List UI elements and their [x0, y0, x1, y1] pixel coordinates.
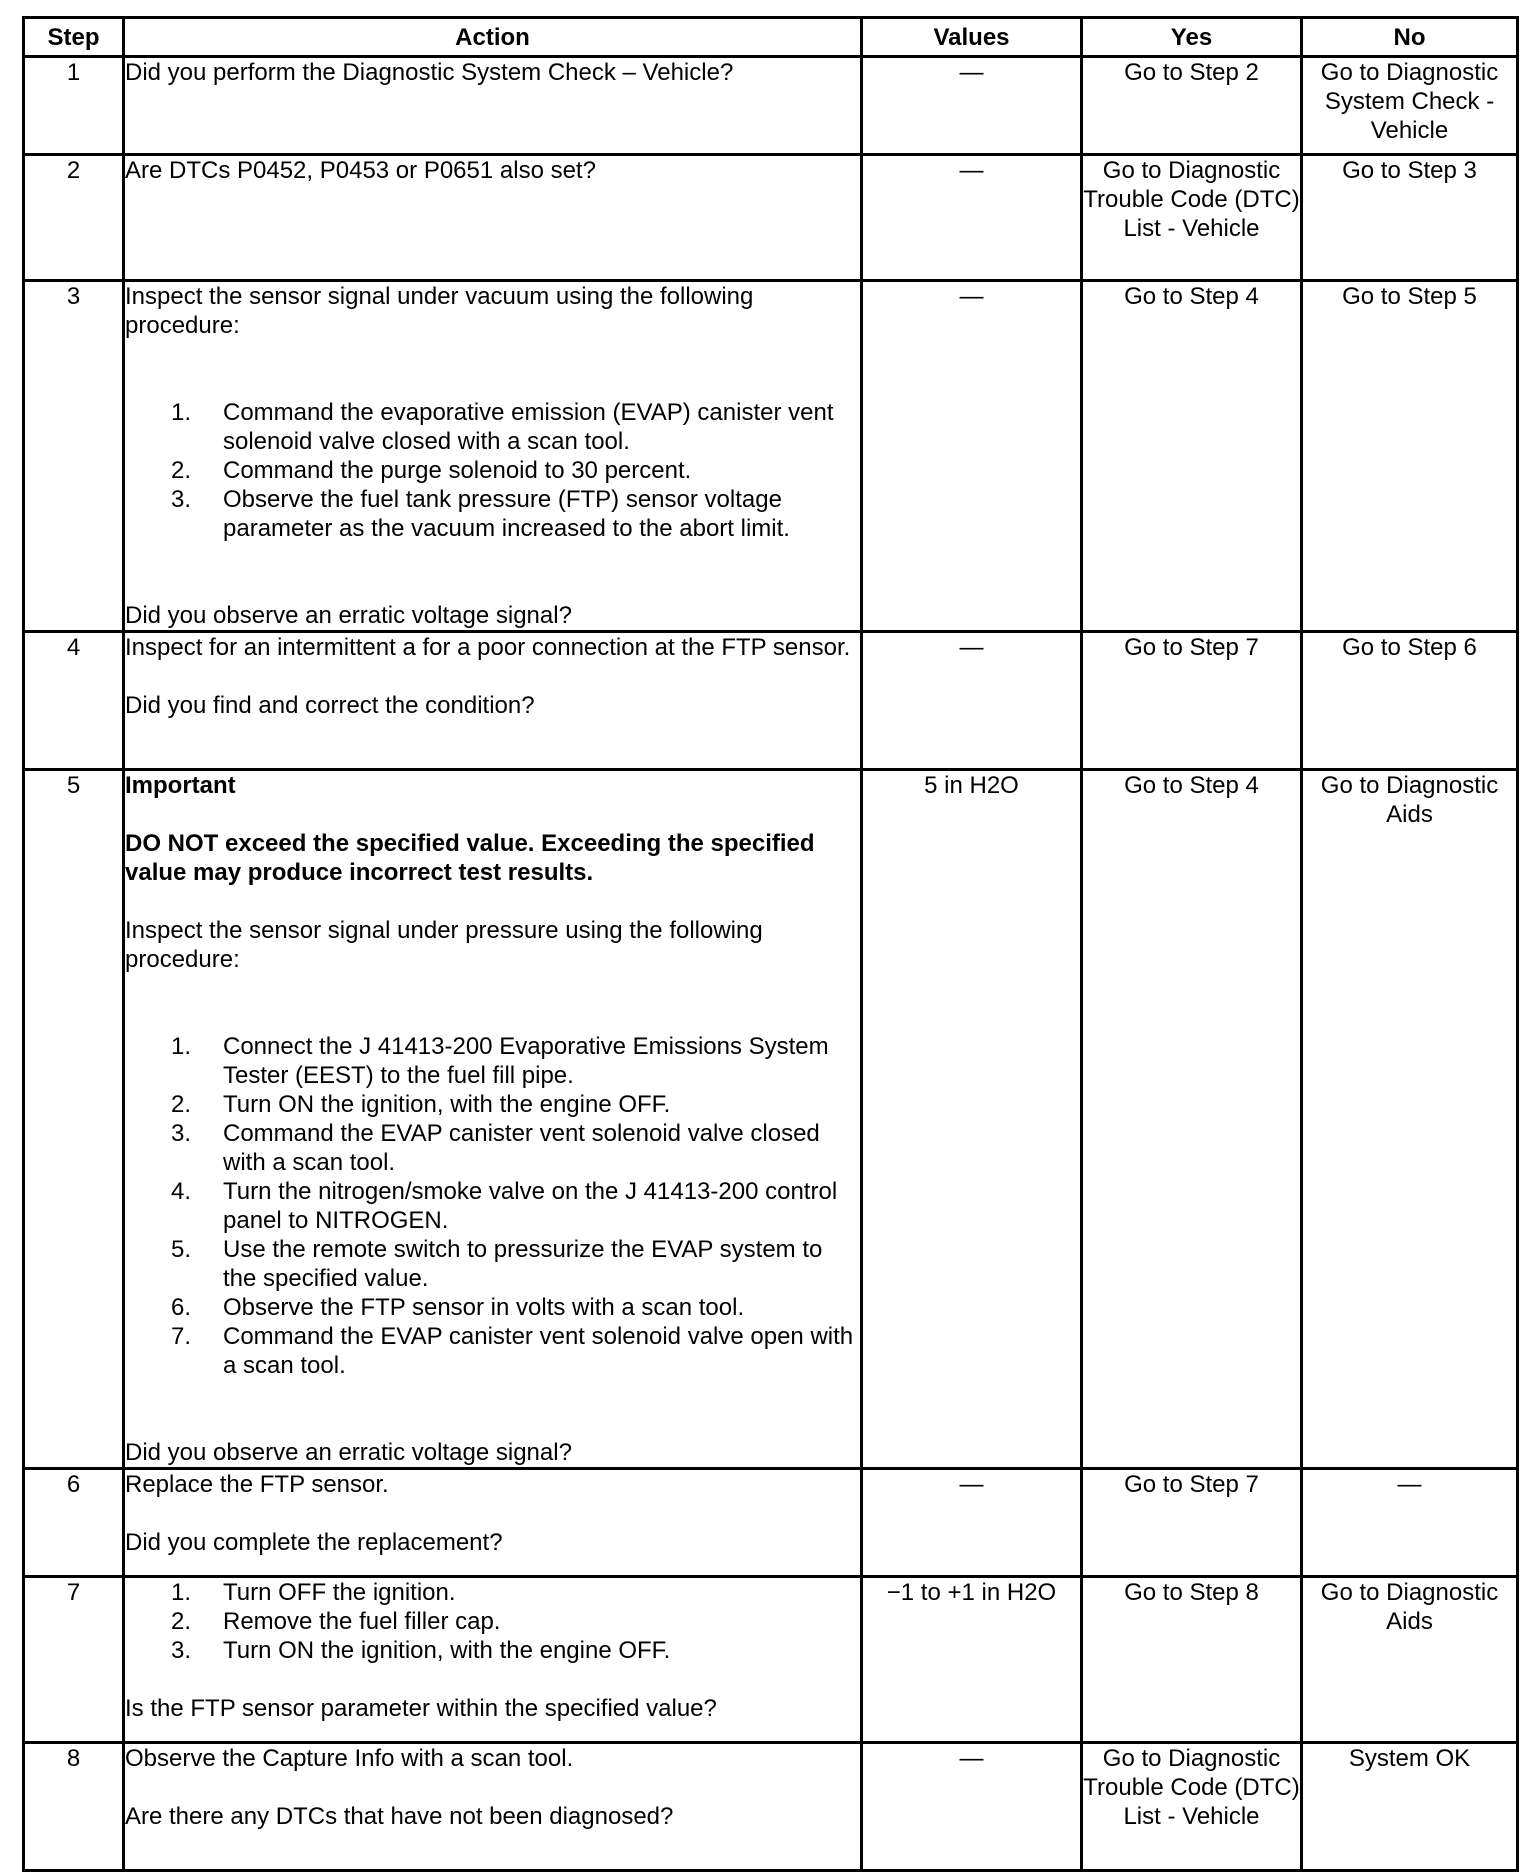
procedure-list [125, 1578, 860, 1665]
table-header-row [24, 18, 1518, 57]
action-question: Did you observe an erratic voltage signal? [125, 1439, 572, 1466]
action-cell [124, 632, 862, 770]
header-yes: Yes [1082, 18, 1302, 57]
action-question: Are DTCs P0452, P0453 or P0651 also set? [125, 157, 596, 184]
table-row [24, 281, 1518, 632]
procedure-item: 1. Command the evaporative emission (EVAP) canister vent solenoid valve closed with a scan tool. [171, 399, 834, 455]
diagnostic-table [22, 16, 1519, 1872]
header-step: Step [24, 18, 124, 57]
action-intro: Inspect the sensor signal under pressure using the following procedure: [125, 917, 763, 973]
procedure-item: 6. Observe the FTP sensor in volts with a scan tool. [171, 1294, 745, 1321]
action-question: Did you find and correct the condition? [125, 692, 535, 719]
action-question: Did you perform the Diagnostic System Check – Vehicle? [125, 59, 734, 86]
step-number: 5 [24, 770, 124, 1469]
values-cell: 5 in H2O [862, 770, 1082, 1469]
procedure-item: 4. Turn the nitrogen/smoke valve on the J 41413-200 control panel to NITROGEN. [171, 1178, 838, 1234]
yes-cell: Go to Diagnostic Trouble Code (DTC) List - Vehicle [1082, 155, 1302, 281]
step-number: 4 [24, 632, 124, 770]
values-cell: — [862, 1743, 1082, 1871]
yes-cell: Go to Diagnostic Trouble Code (DTC) List - Vehicle [1082, 1743, 1302, 1871]
action-question: Did you complete the replacement? [125, 1529, 503, 1556]
action-intro: Inspect for an intermittent a for a poor connection at the FTP sensor. [125, 634, 851, 661]
procedure-item: 1. Turn OFF the ignition. [171, 1579, 456, 1606]
diagnostic-table-container [22, 16, 1516, 1872]
table-row [24, 1577, 1518, 1743]
header-action: Action [124, 18, 862, 57]
values-cell: — [862, 57, 1082, 155]
action-intro: Replace the FTP sensor. [125, 1471, 389, 1498]
values-cell: — [862, 155, 1082, 281]
no-cell: Go to Step 5 [1302, 281, 1518, 632]
action-question: Are there any DTCs that have not been diagnosed? [125, 1803, 674, 1830]
action-question: Is the FTP sensor parameter within the specified value? [125, 1695, 717, 1722]
yes-cell: Go to Step 7 [1082, 632, 1302, 770]
step-number: 3 [24, 281, 124, 632]
no-cell: — [1302, 1469, 1518, 1577]
no-cell: System OK [1302, 1743, 1518, 1871]
yes-cell: Go to Step 2 [1082, 57, 1302, 155]
action-cell [124, 155, 862, 281]
important-text: DO NOT exceed the specified value. Exceeding the specified value may produce incorrect test results. [125, 830, 815, 886]
procedure-item: 3. Observe the fuel tank pressure (FTP) sensor voltage parameter as the vacuum increased to the abort limit. [171, 486, 790, 542]
procedure-item: 1. Connect the J 41413-200 Evaporative Emissions System Tester (EEST) to the fuel fill pipe. [171, 1033, 829, 1089]
yes-cell: Go to Step 4 [1082, 281, 1302, 632]
step-number: 2 [24, 155, 124, 281]
step-number: 7 [24, 1577, 124, 1743]
yes-cell: Go to Step 8 [1082, 1577, 1302, 1743]
procedure-item: 3. Turn ON the ignition, with the engine OFF. [171, 1637, 671, 1664]
values-cell: −1 to +1 in H2O [862, 1577, 1082, 1743]
table-row [24, 1469, 1518, 1577]
action-cell [124, 1577, 862, 1743]
action-cell [124, 281, 862, 632]
procedure-item: 2. Turn ON the ignition, with the engine OFF. [171, 1091, 671, 1118]
header-no: No [1302, 18, 1518, 57]
procedure-item: 5. Use the remote switch to pressurize the EVAP system to the specified value. [171, 1236, 823, 1292]
action-intro: Observe the Capture Info with a scan tool. [125, 1745, 574, 1772]
yes-cell: Go to Step 4 [1082, 770, 1302, 1469]
values-cell: — [862, 1469, 1082, 1577]
values-cell: — [862, 632, 1082, 770]
step-number: 1 [24, 57, 124, 155]
table-row [24, 155, 1518, 281]
procedure-list [125, 398, 860, 543]
step-number: 8 [24, 1743, 124, 1871]
header-values: Values [862, 18, 1082, 57]
table-row [24, 632, 1518, 770]
procedure-item: 3. Command the EVAP canister vent solenoid valve closed with a scan tool. [171, 1120, 820, 1176]
yes-cell: Go to Step 7 [1082, 1469, 1302, 1577]
action-cell [124, 770, 862, 1469]
no-cell: Go to Diagnostic System Check - Vehicle [1302, 57, 1518, 155]
no-cell: Go to Step 3 [1302, 155, 1518, 281]
table-row [24, 57, 1518, 155]
no-cell: Go to Step 6 [1302, 632, 1518, 770]
no-cell: Go to Diagnostic Aids [1302, 770, 1518, 1469]
action-cell [124, 1743, 862, 1871]
step-number: 6 [24, 1469, 124, 1577]
procedure-item: 2. Command the purge solenoid to 30 percent. [171, 457, 692, 484]
action-intro: Inspect the sensor signal under vacuum using the following procedure: [125, 283, 754, 339]
table-row [24, 1743, 1518, 1871]
action-cell [124, 1469, 862, 1577]
procedure-item: 7. Command the EVAP canister vent solenoid valve open with a scan tool. [171, 1323, 854, 1379]
procedure-list [125, 1032, 860, 1380]
no-cell: Go to Diagnostic Aids [1302, 1577, 1518, 1743]
values-cell: — [862, 281, 1082, 632]
action-cell [124, 57, 862, 155]
table-row [24, 770, 1518, 1469]
action-question: Did you observe an erratic voltage signal? [125, 602, 572, 629]
important-label: Important [125, 772, 236, 799]
procedure-item: 2. Remove the fuel filler cap. [171, 1608, 501, 1635]
